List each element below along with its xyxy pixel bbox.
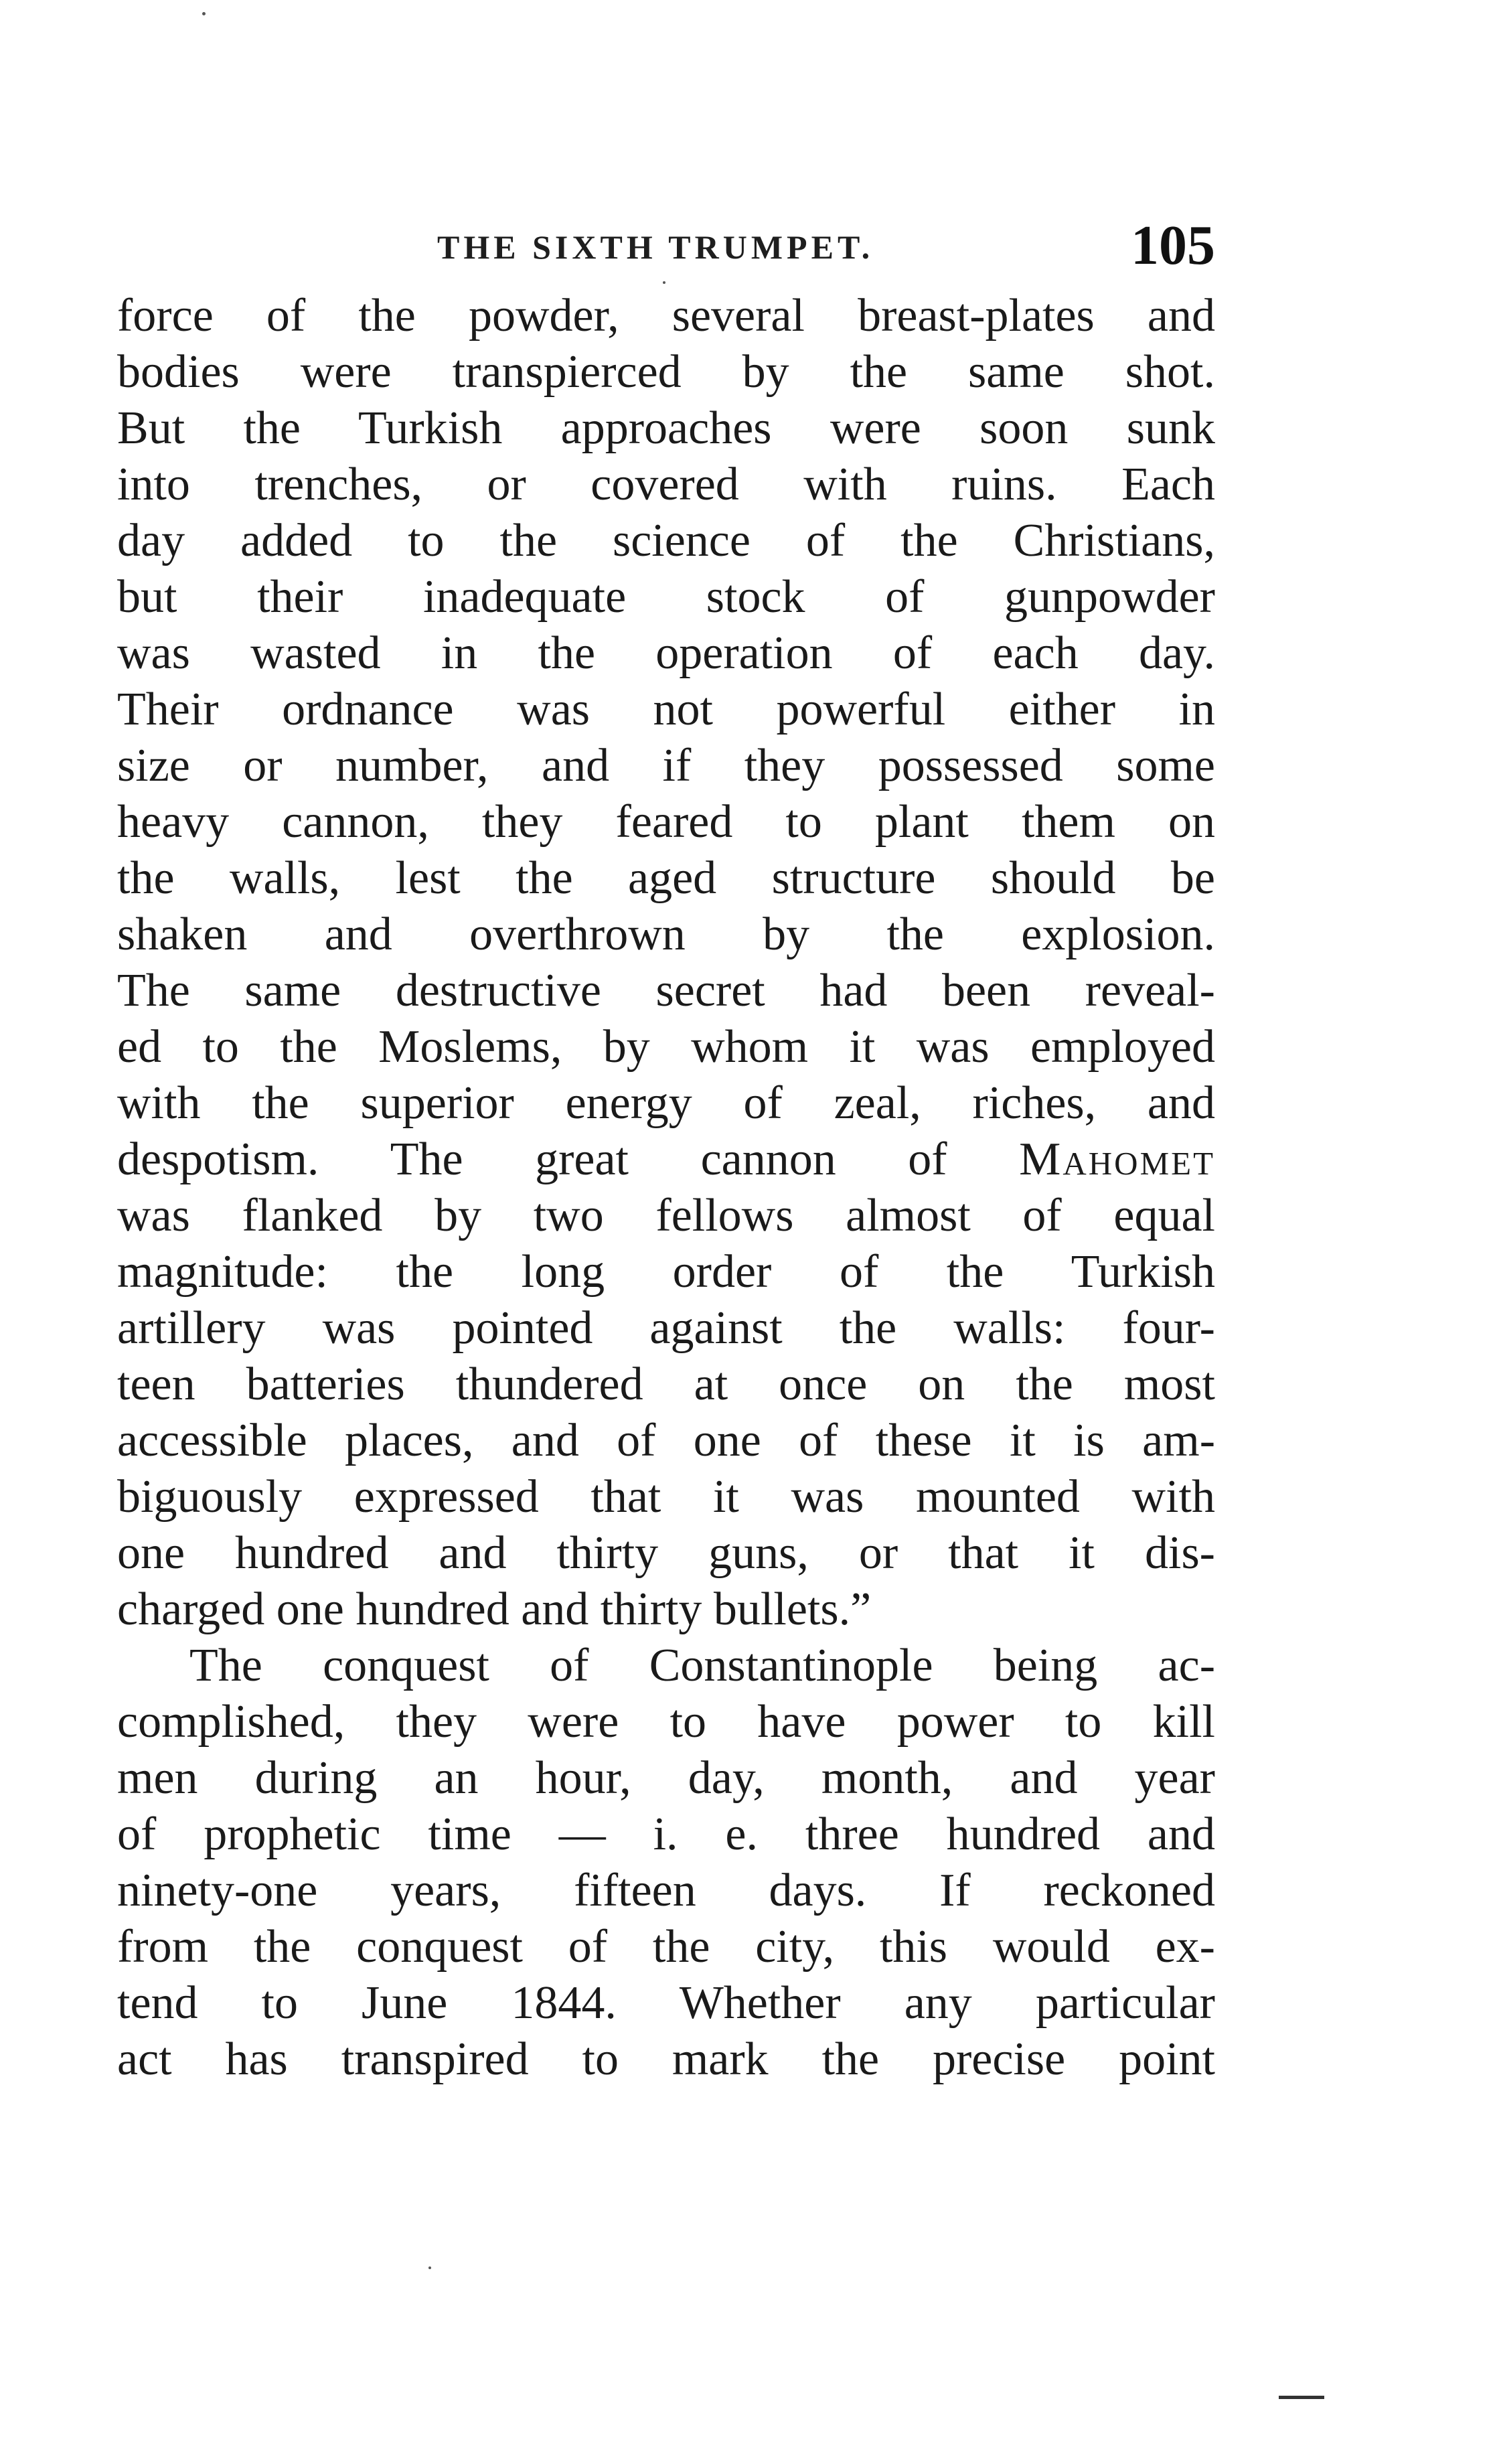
text-line: men during an hour, day, month, and year	[117, 1752, 1215, 1804]
text-line: heavy cannon, they feared to plant them on	[117, 796, 1215, 848]
ink-speck	[428, 2266, 431, 2269]
text-line: teen batteries thundered at once on the most	[117, 1359, 1215, 1410]
text-line: artillery was pointed against the walls: four-	[117, 1302, 1215, 1354]
text-line: of prophetic time — i. e. three hundred and	[117, 1808, 1215, 1860]
text-line: shaken and overthrown by the explosion.	[117, 909, 1215, 960]
line-text: despotism. The great cannon of	[117, 1134, 947, 1185]
text-line: one hundred and thirty guns, or that it dis-	[117, 1527, 1215, 1579]
text-line: charged one hundred and thirty bullets.”	[117, 1584, 872, 1635]
ink-speck	[663, 281, 665, 284]
paragraph-first-line: The conquest of Constantinople being ac-	[189, 1640, 1215, 1691]
text-line: The same destructive secret had been reveal-	[117, 965, 1215, 1016]
text-line-with-name	[117, 1132, 1215, 1188]
text-line: the walls, lest the aged structure should be	[117, 852, 1215, 904]
page-number: 105	[1131, 214, 1215, 277]
text-line: ninety-one years, fifteen days. If reckoned	[117, 1865, 1215, 1916]
running-title: THE SIXTH TRUMPET.	[437, 228, 874, 266]
text-line: complished, they were to have power to kill	[117, 1696, 1215, 1748]
text-line: force of the powder, several breast-plates and	[117, 290, 1215, 341]
ink-speck	[202, 12, 206, 15]
text-line: bodies were transpierced by the same shot.	[117, 346, 1215, 398]
text-line: was wasted in the operation of each day.	[117, 627, 1215, 679]
text-line: biguously expressed that it was mounted with	[117, 1471, 1215, 1523]
text-line: with the superior energy of zeal, riches, and	[117, 1077, 1215, 1129]
text-line: But the Turkish approaches were soon sunk	[117, 402, 1215, 454]
text-line: act has transpired to mark the precise point	[117, 2033, 1215, 2085]
text-line: was flanked by two fellows almost of equal	[117, 1190, 1215, 1241]
text-line: but their inadequate stock of gunpowder	[117, 571, 1215, 623]
text-line: day added to the science of the Christians,	[117, 515, 1215, 566]
text-line: accessible places, and of one of these it is am-	[117, 1415, 1215, 1466]
text-line: Their ordnance was not powerful either in	[117, 684, 1215, 735]
text-line: into trenches, or covered with ruins. Each	[117, 459, 1215, 510]
text-line: ed to the Moslems, by whom it was employed	[117, 1021, 1215, 1073]
name-smallcaps: Mahomet	[1019, 1134, 1215, 1185]
body-text	[117, 288, 1215, 2088]
margin-dash-mark	[1279, 2396, 1324, 2399]
text-line: magnitude: the long order of the Turkish	[117, 1246, 1215, 1298]
text-line: tend to June 1844. Whether any particular	[117, 1977, 1215, 2029]
text-line: from the conquest of the city, this would ex-	[117, 1921, 1215, 1973]
text-line: size or number, and if they possessed some	[117, 740, 1215, 791]
page-header	[117, 213, 1215, 280]
